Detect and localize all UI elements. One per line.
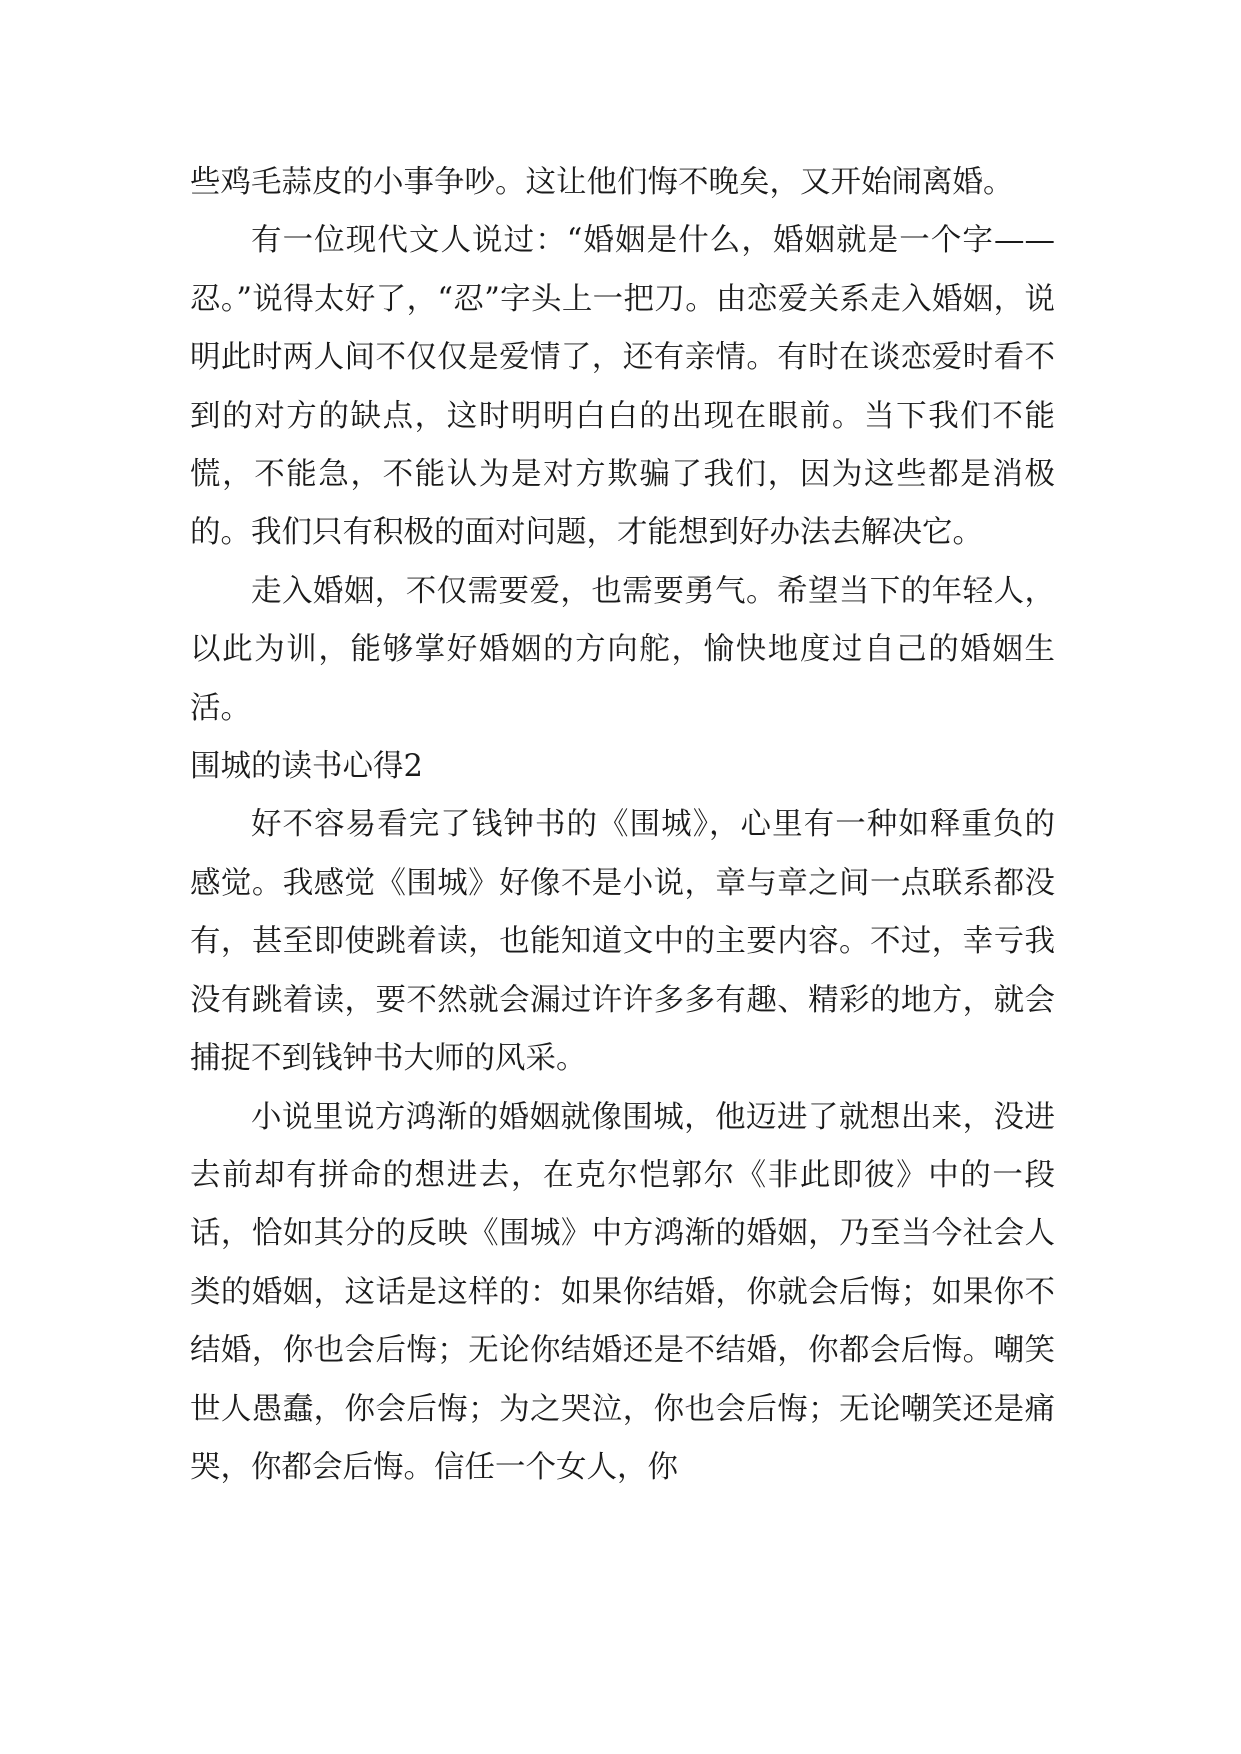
paragraph-continuation: 些鸡毛蒜皮的小事争吵。这让他们悔不晚矣，又开始闹离婚。 bbox=[190, 165, 1014, 200]
paragraph: 走入婚姻，不仅需要爱，也需要勇气。希望当下的年轻人，以此为训，能够掌好婚姻的方向舵，愉快地度过自己的婚姻生活。 bbox=[190, 573, 1055, 726]
paragraph: 有一位现代文人说过：“婚姻是什么，婚姻就是一个字——忍。”说得太好了，“忍”字头上一把刀。由恋爱关系走入婚姻，说明此时两人间不仅仅是爱情了，还有亲情。有时在谈恋爱时看不到的对方的缺点，这时明明白白的出现在眼前。当下我们不能慌，不能急，不能认为是对方欺骗了我们，因为这些都是消极的。我们只有积极的面对问题，才能想到好办法去解决它。 bbox=[190, 223, 1055, 551]
paragraph: 小说里说方鸿渐的婚姻就像围城，他迈进了就想出来，没进去前却有拼命的想进去，在克尔恺郭尔《非此即彼》中的一段话，恰如其分的反映《围城》中方鸿渐的婚姻，乃至当今社会人类的婚姻，这话是这样的：如果你结婚，你就会后悔；如果你不结婚，你也会后悔；无论你结婚还是不结婚，你都会后悔。嘲笑世人愚蠢，你会后悔；为之哭泣，你也会后悔；无论嘲笑还是痛哭，你都会后悔。信任一个女人，你 bbox=[190, 1099, 1055, 1485]
paragraph: 好不容易看完了钱钟书的《围城》，心里有一种如释重负的感觉。我感觉《围城》好像不是小说，章与章之间一点联系都没有，甚至即使跳着读，也能知道文中的主要内容。不过，幸亏我没有跳着读，要不然就会漏过许许多多有趣、精彩的地方，就会捕捉不到钱钟书大师的风采。 bbox=[190, 807, 1055, 1077]
section-title: 围城的读书心得2 bbox=[190, 749, 423, 785]
document-body bbox=[190, 154, 1055, 1497]
